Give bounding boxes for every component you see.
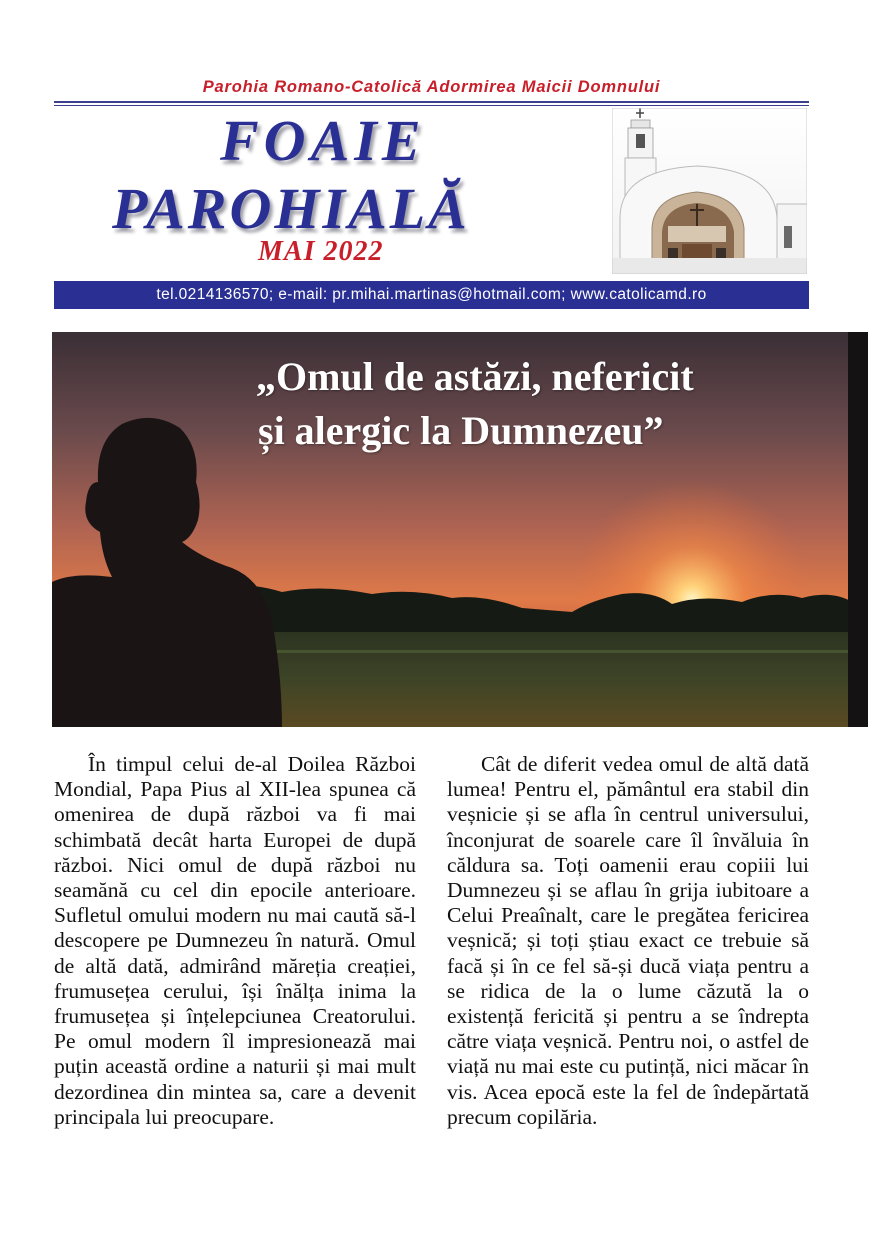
header-rule-thick — [54, 101, 809, 103]
header-rule-thin — [54, 105, 809, 106]
article-headline — [256, 350, 796, 458]
church-photo — [612, 108, 807, 274]
article-paragraph-2: Cât de diferit vedea omul de altă dată lumea! Pentru el, pământul era stabil din veșnicie și se afla în centrul universului, înconjurat de soarele care îl învăluia în căldura sa. Toți oamenii erau copiii lui Dumnezeu și se aflau în grija iubitoare a Celui Preaînalt, care le pregătea fericirea veșnică; și toți știau exact ce trebuie să facă și în ce fel să-și ducă viața pentru a se ridica de la o lume căzută la o existență fericită și pentru a se îndrepta către viața veșnică. Pentru noi, o astfel de viață nu mai este cu putință, nici măcar în vis. Acea epocă este la fel de îndepărtată precum copilăria. — [447, 752, 809, 1129]
masthead-title-line2: PAROHIALĂ — [112, 176, 470, 241]
contact-bar: tel.0214136570; e-mail: pr.mihai.martinas@hotmail.com; www.catolicamd.ro — [54, 281, 809, 309]
issue-date: MAI 2022 — [258, 236, 384, 267]
headline-line2: și alergic la Dumnezeu” — [258, 408, 664, 453]
parish-name: Parohia Romano-Catolică Adormirea Maicii Domnului — [202, 78, 661, 96]
headline-line1: „Omul de astăzi, nefericit — [256, 354, 694, 399]
masthead-title-line1: FOAIE — [220, 108, 426, 173]
article-paragraph-1: În timpul celui de-al Doilea Război Mondial, Papa Pius al XII-lea spunea că omenirea de după război va fi mai schimbată decât harta Europei de după război. Nici omul de după război nu seamănă cu cel din epocile anterioare. Sufletul omului modern nu mai caută să-l descopere pe Dumnezeu în natură. Omul de altă dată, admirând măreția creației, frumusețea cerului, își înălța inima la frumusețea și înțelepciunea Creatorului. Pe omul modern îl impresionează mai puțin această ordine a naturii și mai mult dezordinea din mintea sa, care a devenit principala lui preocupare. — [54, 752, 416, 1129]
